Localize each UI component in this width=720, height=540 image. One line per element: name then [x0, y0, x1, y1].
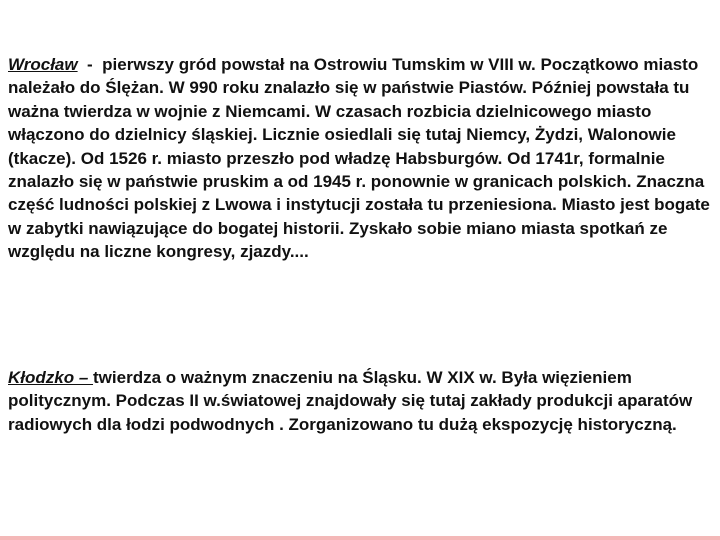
term-klodzko: Kłodzko – — [8, 368, 94, 387]
bottom-accent-bar — [0, 536, 720, 540]
term-wroclaw: Wrocław — [8, 55, 78, 74]
body-klodzko: twierdza o ważnym znaczeniu na Śląsku. W XIX w. Była więzieniem politycznym. Podczas II w.światowej znajdowały się tutaj zakłady produkcji aparatów radiowych dla łodzi podwodnych . Zorganizowano tu dużą ekspozycję historyczną. — [8, 368, 693, 434]
separator-wroclaw: - — [77, 55, 103, 74]
body-wroclaw: pierwszy gród powstał na Ostrowiu Tumskim w VIII w. Początkowo miasto należało do Ślężan. W 990 roku znalazło się w państwie Piastów. Później powstała tu ważna twierdza w wojnie z Niemcami. W czasach rozbicia dzielnicowego miasto włączono do dzielnicy śląskiej. Licznie osiedlali się tutaj Niemcy, Żydzi, Walonowie (tkacze). Od 1526 r. miasto przeszło pod władzę Habsburgów. Od 1741r, formalnie znalazło się w państwie pruskim a od 1945 r. ponownie w granicach polskich. Znaczna część ludności polskiej z Lwowa i instytucji została tu przeniesiona. Miasto jest bogate w zabytki nawiązujące do bogatej historii. Zyskało sobie miano miasta spotkań ze względu na liczne kongresy, zjazdy.... — [8, 55, 710, 262]
paragraph-wroclaw — [8, 53, 714, 264]
paragraph-klodzko — [8, 366, 714, 436]
